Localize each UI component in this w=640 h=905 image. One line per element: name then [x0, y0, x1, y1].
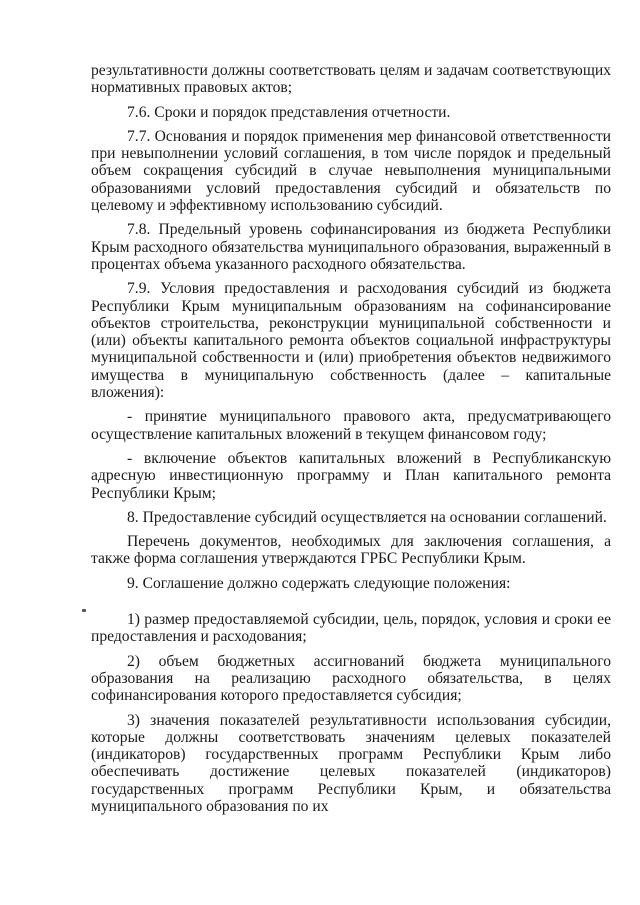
scan-mark	[82, 609, 86, 612]
paragraph-7-8: 7.8. Предельный уровень софинансирования из бюджета Республики Крым расходного обязательства муниципального образования, выраженный в процентах объема указанного расходного обязательства.	[91, 221, 611, 273]
paragraph-bullet-legal-act: - принятие муниципального правового акта, предусматривающего осуществление капитальных вложений в текущем финансовом году;	[91, 408, 611, 443]
paragraph-7-7: 7.7. Основания и порядок применения мер финансовой ответственности при невыполнении условий соглашения, в том числе порядок и предельный объем сокращения субсидий в случае невыполнения муниципальными образованиями условий предоставления субсидий и обязательств по целевому и эффективному использованию субсидий.	[91, 127, 611, 215]
paragraph-results-continuation: результативности должны соответствовать целям и задачам соответствующих нормативных правовых актов;	[91, 62, 611, 97]
paragraph-9: 9. Соглашение должно содержать следующие положения:	[127, 574, 511, 592]
paragraph-bullet-investment-program: - включение объектов капитальных вложений в Республиканскую адресную инвестиционную программу и План капитального ремонта Республики Крым;	[91, 449, 611, 502]
document-body	[91, 62, 611, 815]
paragraph-9-item-1: 1) размер предоставляемой субсидии, цель, порядок, условия и сроки ее предоставления и расходования;	[91, 611, 611, 646]
paragraph-9-item-2: 2) объем бюджетных ассигнований бюджета муниципального образования на реализацию расходного обязательства, в целях софинансирования которого предоставляется субсидия;	[91, 652, 611, 705]
paragraph-8: 8. Предоставление субсидий осуществляется на основании соглашений.	[127, 508, 607, 526]
paragraph-7-9: 7.9. Условия предоставления и расходования субсидий из бюджета Республики Крым муниципальным образованиям на софинансирование объектов строительства, реконструкции муниципальной собственности и (или) объекты капитального ремонта объектов социальной инфраструктуры муниципальной собственности и (или) приобретения объектов недвижимого имущества в муниципальную собственность (далее – капитальные вложения):	[91, 280, 611, 402]
paragraph-7-6: 7.6. Сроки и порядок представления отчетности.	[127, 103, 451, 121]
paragraph-9-item-3: 3) значения показателей результативности использования субсидии, которые должны соответствовать значениям целевых показателей (индикаторов) государственных программ Республики Крым либо обеспечивать достижение целевых показателей (индикаторов) государственных программ Республики Крым, и обязательства муниципального образования по их	[91, 711, 611, 815]
paragraph-documents-list: Перечень документов, необходимых для заключения соглашения, а также форма соглашения утверждаются ГРБС Республики Крым.	[91, 533, 611, 568]
